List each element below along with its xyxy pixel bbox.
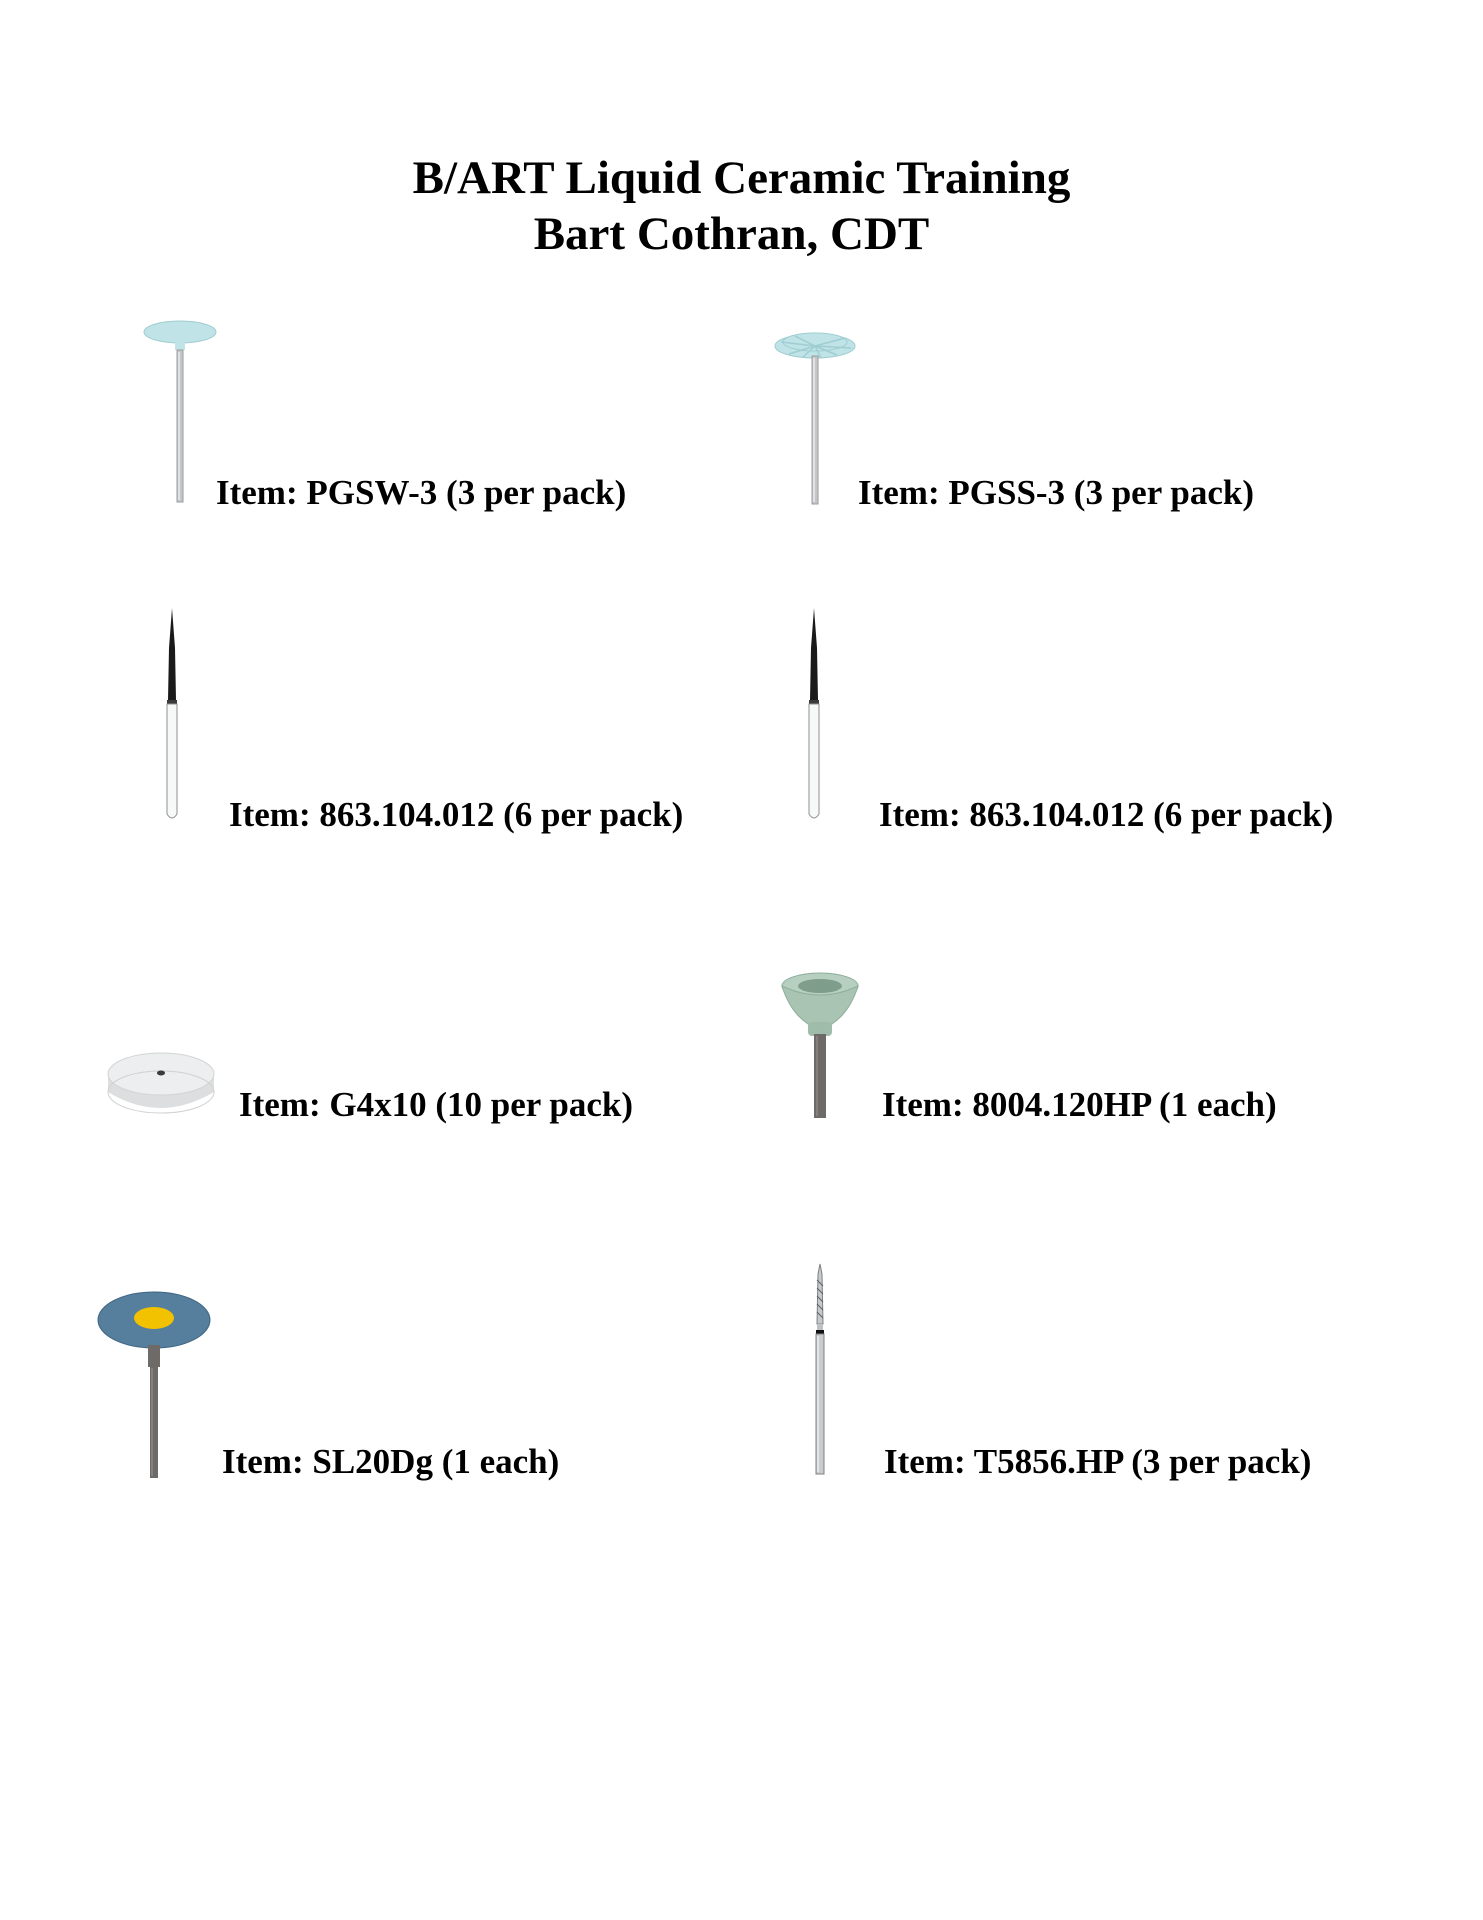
rubber-wheel-icon	[104, 1048, 224, 1120]
item-label: Item: 863.104.012 (6 per pack)	[229, 795, 684, 834]
item-label: Item: 8004.120HP (1 each)	[882, 1085, 1277, 1124]
item-label: Item: 863.104.012 (6 per pack)	[879, 795, 1334, 834]
document-subtitle: Bart Cothran, CDT	[533, 208, 930, 260]
diamond-bur-icon	[802, 608, 826, 822]
spiral-polisher-icon	[775, 328, 865, 508]
diamond-bur-icon	[160, 608, 184, 822]
item-label: Item: SL20Dg (1 each)	[222, 1442, 560, 1481]
document-title: B/ART Liquid Ceramic Training	[412, 152, 1071, 204]
carbide-bur-icon	[812, 1264, 828, 1476]
polishing-cup-icon	[780, 972, 860, 1118]
item-label: Item: T5856.HP (3 per pack)	[884, 1442, 1312, 1481]
item-label: Item: PGSW-3 (3 per pack)	[216, 473, 627, 512]
document-header	[0, 150, 1483, 262]
item-label: Item: G4x10 (10 per pack)	[239, 1085, 634, 1124]
diamond-disc-icon	[98, 1290, 214, 1480]
item-label: Item: PGSS-3 (3 per pack)	[858, 473, 1254, 512]
